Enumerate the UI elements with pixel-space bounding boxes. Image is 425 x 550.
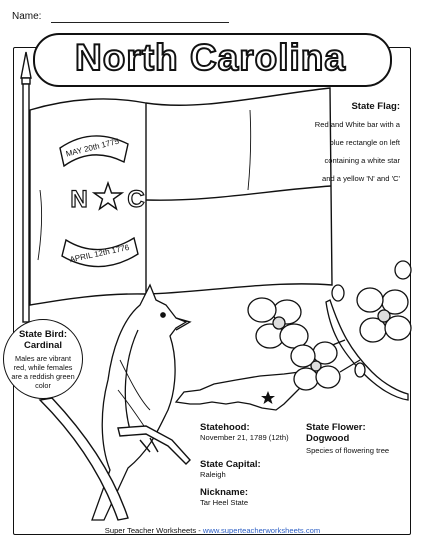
state-flag-heading: State Flag: [351, 101, 400, 112]
state-flag-section [310, 101, 400, 186]
state-flag-description: Red and White bar with a blue rectangle on left containing a white star and a yellow 'N' and 'C' [314, 120, 400, 183]
statehood-section [200, 422, 300, 443]
flower-three [291, 342, 340, 390]
state-bird-heading: State Bird: Cardinal [18, 329, 68, 351]
statehood-value: November 21, 1789 (12th) [200, 433, 289, 442]
name-label: Name: [12, 11, 42, 22]
nickname-heading: Nickname: [200, 487, 249, 498]
state-bird-description: Males are vibrant red, while females are a reddish green color [11, 354, 75, 390]
nc-map [176, 372, 304, 410]
state-flower-value: Species of flowering tree [306, 446, 390, 455]
footer [0, 526, 425, 535]
state-bird-badge [3, 319, 83, 399]
flower-two [357, 288, 411, 342]
capital-heading: State Capital: [200, 459, 261, 470]
seal-bottom-text: APRIL 12th 1776 [68, 242, 131, 265]
seal-top-text: MAY 20th 1775 [64, 136, 120, 159]
state-flower-heading: State Flower: Dogwood [306, 422, 366, 444]
flower-one [248, 298, 308, 348]
flag-letter-n: N [70, 186, 88, 213]
nickname-value: Tar Heel State [200, 498, 249, 507]
footer-publisher: Super Teacher Worksheets - [104, 526, 203, 535]
nickname-section [200, 487, 300, 508]
capital-section [200, 459, 300, 480]
state-flower-section [306, 422, 401, 456]
footer-link[interactable]: www.superteacherworksheets.com [202, 526, 321, 535]
flag-letter-c: C [127, 186, 145, 213]
page-title: North Carolina [75, 37, 346, 78]
statehood-heading: Statehood: [200, 422, 250, 433]
capital-value: Raleigh [200, 470, 226, 479]
